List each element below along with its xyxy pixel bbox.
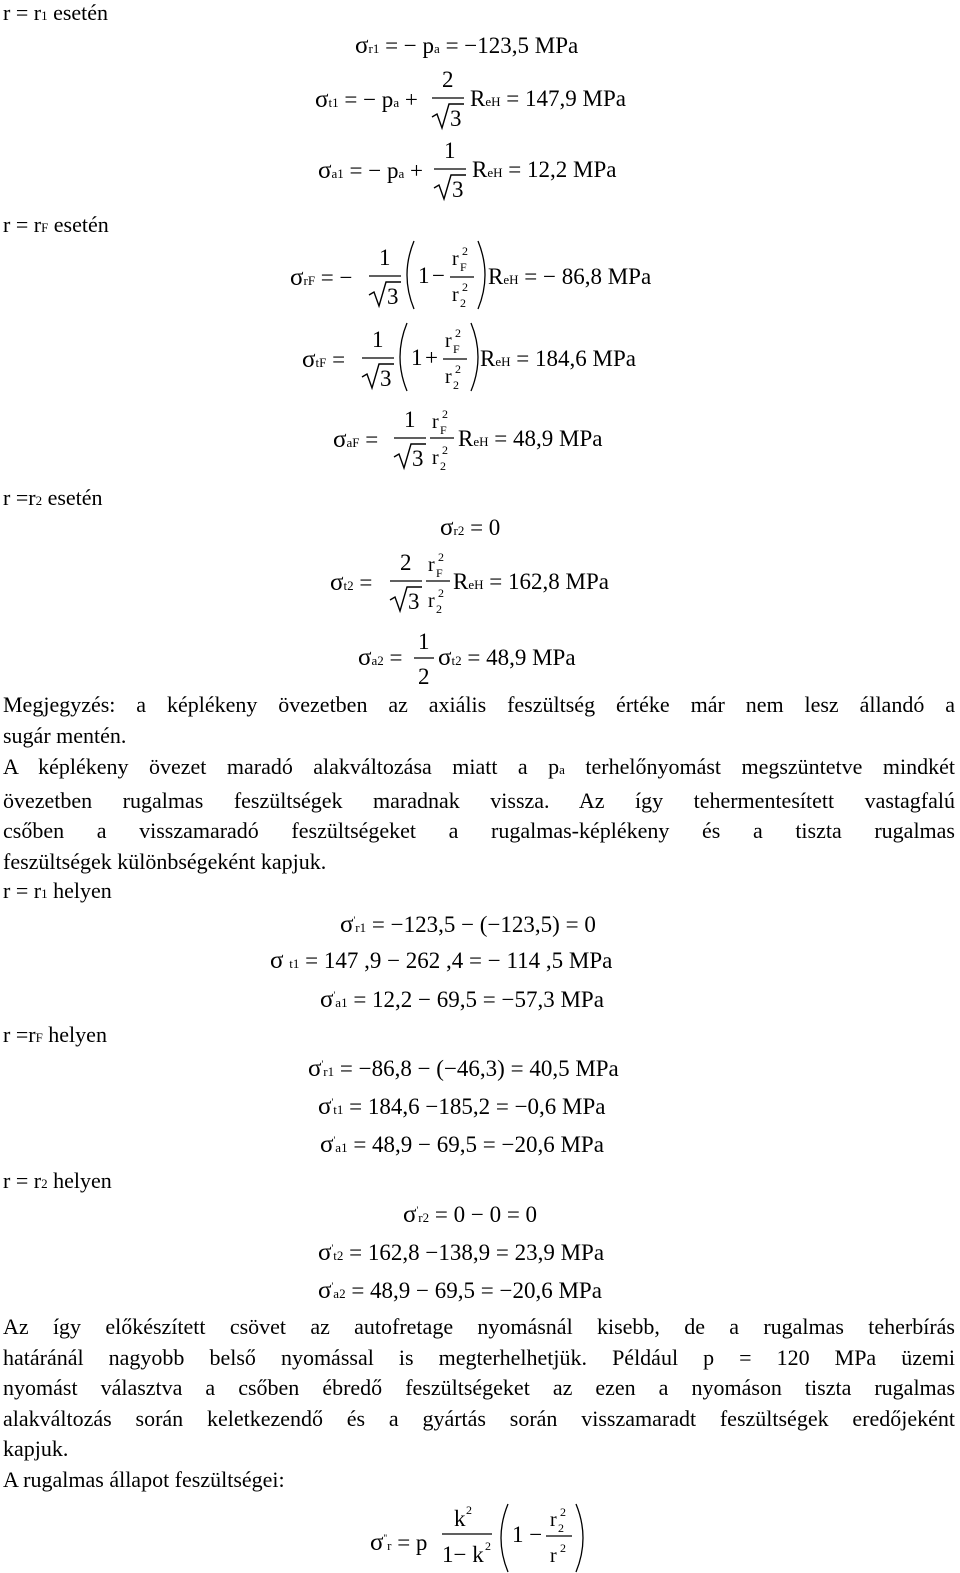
svg-text:1: 1 [444,138,456,163]
frac-2-sqrt3-rF2-r22 [386,545,456,620]
para1-line-1: A képlékeny övezet maradó alakváltozása miatt a pa terhelőnyomást megszüntetve mindkét [3,754,955,779]
label-r1-eseten: r = r1 esetén [3,0,109,25]
svg-text:2: 2 [455,326,461,340]
note-line-2: sugár mentén. [3,722,127,748]
svg-text:1: 1 [404,407,416,432]
svg-text:3: 3 [412,446,424,471]
paren-1-minus-rF2-r22 [402,235,492,315]
frac-2-sqrt3 [428,62,468,132]
eq-res-rF-r: σ'r1 = −86,8 − (−46,3) = 40,5 MPa [308,1055,619,1082]
eq-res-rF-t: σ't1 = 184,6 −185,2 = −0,6 MPa [318,1093,606,1120]
frac-1-sqrt3-rF2-r22 [390,402,460,477]
svg-text:2: 2 [453,378,459,392]
eq-sigma-t1: σt1 = − pa + [315,86,418,113]
svg-text:1: 1 [379,245,391,270]
para2-line-4: alakváltozás során keletkezendő és a gyártás során visszamaradt feszültségek eredőjeként [3,1405,955,1431]
svg-text:r: r [550,1509,557,1531]
eq-res-a1: σ'a1 = 12,2 − 69,5 = −57,3 MPa [320,986,604,1013]
eq-sigma-r2: σr2 = 0 [440,514,501,541]
para1-line-3: csőben a visszamaradó feszültségeket a rugalmas-képlékeny és a tiszta rugalmas [3,818,955,843]
para2-line-2: határánál nagyobb belső nyomással is megterhelhetjük. Például p = 120 MPa üzemi [3,1344,955,1370]
svg-text:3: 3 [452,177,464,202]
svg-text:2: 2 [438,550,444,564]
svg-text:2: 2 [442,407,448,421]
frac-1-sqrt3 [430,133,470,203]
eq-res-r2-a: σ'a2 = 48,9 − 69,5 = −20,6 MPa [318,1277,602,1304]
svg-text:2: 2 [455,362,461,376]
frac-1-sqrt3-tF [358,322,398,392]
note-line-1: Megjegyzés: a képlékeny övezetben az axiális feszültség értéke már nem lesz állandó a [3,692,955,717]
svg-text:2: 2 [462,244,468,258]
svg-text:F: F [440,423,447,437]
svg-text:r: r [445,366,452,388]
paren-1-plus-rF2-r22 [395,317,485,397]
svg-text:1: 1 [372,327,384,352]
svg-text:r: r [550,1545,557,1567]
para1-line-4: feszültségek különbségeként kapjuk. [3,848,327,874]
svg-text:F: F [460,260,467,274]
eq-sigma-a1: σa1 = − pa + [318,157,423,184]
final-paragraph [3,1312,955,1495]
eq-sigma-r1: σr1 = − pa = −123,5 MPa [355,32,579,59]
svg-text:1 −: 1 − [512,1522,543,1547]
svg-text:2: 2 [560,1505,566,1519]
explanation-paragraph [3,752,955,877]
svg-text:2: 2 [460,296,466,310]
svg-text:1: 1 [411,345,423,370]
svg-text:2: 2 [558,1521,564,1535]
eq-sigma-rF: σrF = − [290,264,353,291]
svg-text:2: 2 [442,67,454,92]
svg-text:+: + [425,345,438,370]
eq-sigma-t2-result: ReH = 162,8 MPa [453,569,609,594]
svg-text:r: r [432,411,439,433]
svg-text:2: 2 [438,586,444,600]
svg-text:2: 2 [436,602,442,616]
svg-text:2: 2 [485,1539,491,1553]
eq-sigma-a2-result: σt2 = 48,9 MPa [438,644,576,671]
eq-res-rF-a: σ'a1 = 48,9 − 69,5 = −20,6 MPa [320,1131,604,1158]
frac-1-sqrt3-rF [365,240,405,310]
svg-text:F: F [453,342,460,356]
svg-text:1− k: 1− k [442,1542,484,1567]
para1-line-2: övezetben rugalmas feszültségek maradnak vissza. Az így tehermentesített vastagfalú [3,787,955,813]
eq-sigma-rF-result: ReH = − 86,8 MPa [488,264,652,289]
eq-sigma-tF-result: ReH = 184,6 MPa [480,346,636,371]
label-r2-eseten: r =r2 esetén [3,485,103,510]
svg-text:3: 3 [450,106,462,131]
svg-text:k: k [454,1506,466,1531]
svg-text:3: 3 [408,589,420,614]
eq-sigma-tF: σtF = [302,346,346,373]
label-r2-helyen: r = r2 helyen [3,1168,112,1193]
para2-line-5: kapjuk. [3,1436,69,1461]
eq-res-r1: σ'r1 = −123,5 − (−123,5) = 0 [340,911,596,938]
svg-text:2: 2 [466,1503,472,1517]
eq-sigma-a1-result: ReH = 12,2 MPa [472,157,617,182]
eq-res-r2-r: σ'r2 = 0 − 0 = 0 [403,1201,538,1228]
svg-text:3: 3 [387,284,399,309]
svg-text:2: 2 [400,550,412,575]
svg-text:2: 2 [440,459,446,473]
svg-text:1: 1 [418,629,430,654]
eq-sigma-t2: σt2 = [330,569,373,596]
label-rF-helyen: r =rF helyen [3,1022,107,1047]
note-paragraph [3,690,955,751]
eq-sigma-aF-result: ReH = 48,9 MPa [458,426,603,451]
frac-k2-1-minus-k2 [440,1498,590,1573]
eq-sigma-a2: σa2 = [358,644,403,671]
eq-sigma-aF: σaF = [333,426,379,453]
para2-line-1: Az így előkészített csövet az autofretage nyomásnál kisebb, de a rugalmas teherbírás [3,1314,955,1339]
svg-text:−: − [432,263,445,288]
svg-text:r: r [445,330,452,352]
svg-text:r: r [428,590,435,612]
frac-1-2 [412,624,436,688]
rugalmas-allapot-heading: A rugalmas állapot feszültségei: [3,1466,285,1492]
svg-text:r: r [428,554,435,576]
eq-res-t1: σ t1 = 147 ,9 − 262 ,4 = − 114 ,5 MPa [270,947,613,974]
svg-text:F: F [436,566,443,580]
svg-text:1: 1 [418,263,430,288]
label-rF-eseten: r = rF esetén [3,212,109,237]
svg-text:2: 2 [462,280,468,294]
svg-text:3: 3 [380,366,392,391]
eq-sigma-t1-result: ReH = 147,9 MPa [470,86,626,111]
label-r1-helyen: r = r1 helyen [3,878,112,903]
eq-elastic-sigma-r: σ''r = p [370,1529,428,1556]
svg-text:r: r [452,248,459,270]
svg-text:2: 2 [418,664,430,689]
svg-text:r: r [432,447,439,469]
para2-line-3: nyomást választva a csőben ébredő feszültségeket az ezen a nyomáson tiszta rugalmas [3,1375,955,1400]
svg-text:r: r [452,284,459,306]
svg-text:2: 2 [560,1541,566,1555]
svg-text:2: 2 [442,443,448,457]
eq-res-r2-t: σ't2 = 162,8 −138,9 = 23,9 MPa [318,1239,605,1266]
